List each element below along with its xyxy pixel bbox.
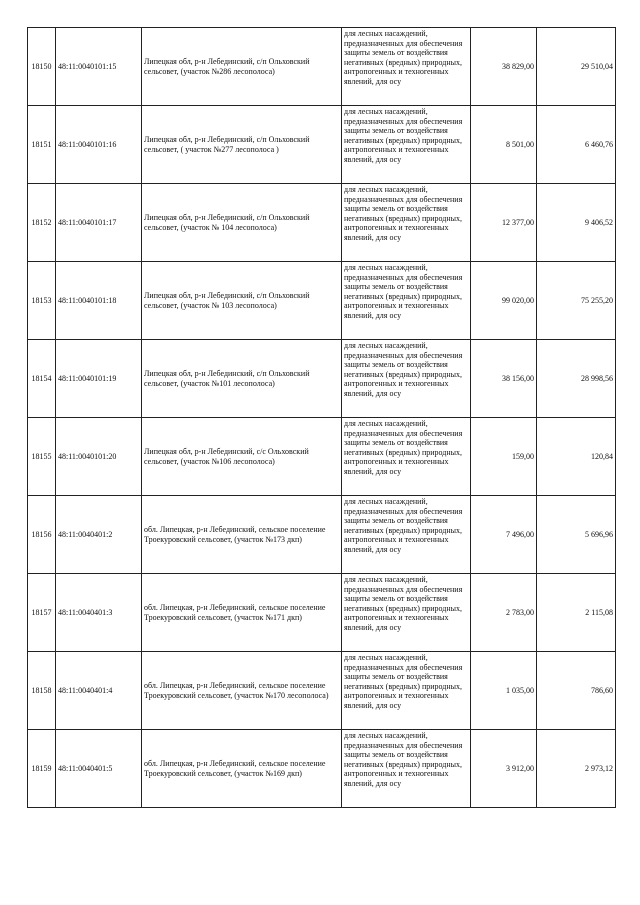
permitted-use-text: для лесных насаждений, предназначенных для обеспечения защиты земель от воздействия негативных (вредных) природных, антропогенных и техногенных явлений, для осу	[344, 497, 463, 554]
row-number: 18150	[28, 28, 56, 106]
cadastral-number: 48:11:0040101:15	[56, 28, 142, 106]
document-page	[27, 27, 615, 808]
permitted-use	[342, 106, 471, 184]
table-row	[28, 574, 616, 652]
permitted-use	[342, 730, 471, 808]
table-row	[28, 496, 616, 574]
permitted-use-text: для лесных насаждений, предназначенных для обеспечения защиты земель от воздействия негативных (вредных) природных, антропогенных и техногенных явлений, для осу	[344, 107, 463, 164]
area-value: 159,00	[471, 418, 537, 496]
cadastral-number: 48:11:0040101:19	[56, 340, 142, 418]
permitted-use	[342, 574, 471, 652]
table-row	[28, 340, 616, 418]
row-number: 18158	[28, 652, 56, 730]
plot-address: обл. Липецкая, р-н Лебединский, сельское поселение Троекуровский сельсовет, (участок №170 лесополоса)	[142, 652, 342, 730]
cadastral-number: 48:11:0040101:18	[56, 262, 142, 340]
permitted-use	[342, 418, 471, 496]
permitted-use-text: для лесных насаждений, предназначенных для обеспечения защиты земель от воздействия негативных (вредных) природных, антропогенных и техногенных явлений, для осу	[344, 185, 463, 242]
area-value: 38 156,00	[471, 340, 537, 418]
plot-address: обл. Липецкая, р-н Лебединский, сельское поселение Троекуровский сельсовет, (участок №173 дкп)	[142, 496, 342, 574]
row-number: 18151	[28, 106, 56, 184]
plot-address: обл. Липецкая, р-н Лебединский, сельское поселение Троекуровский сельсовет, (участок №171 дкп)	[142, 574, 342, 652]
land-plots-table	[27, 27, 616, 808]
cadastral-value: 28 998,56	[537, 340, 616, 418]
permitted-use-text: для лесных насаждений, предназначенных для обеспечения защиты земель от воздействия негативных (вредных) природных, антропогенных и техногенных явлений, для осу	[344, 263, 463, 320]
area-value: 1 035,00	[471, 652, 537, 730]
table-row	[28, 418, 616, 496]
row-number: 18156	[28, 496, 56, 574]
cadastral-number: 48:11:0040101:17	[56, 184, 142, 262]
area-value: 38 829,00	[471, 28, 537, 106]
plot-address: Липецкая обл, р-н Лебединский, с/п Ольховский сельсовет, (участок № 104 лесополоса)	[142, 184, 342, 262]
area-value: 12 377,00	[471, 184, 537, 262]
permitted-use	[342, 340, 471, 418]
table-row	[28, 730, 616, 808]
table-row	[28, 28, 616, 106]
cadastral-value: 120,84	[537, 418, 616, 496]
permitted-use	[342, 184, 471, 262]
permitted-use-text: для лесных насаждений, предназначенных для обеспечения защиты земель от воздействия негативных (вредных) природных, антропогенных и техногенных явлений, для осу	[344, 419, 463, 476]
area-value: 2 783,00	[471, 574, 537, 652]
permitted-use	[342, 652, 471, 730]
table-body	[28, 28, 616, 808]
permitted-use-text: для лесных насаждений, предназначенных для обеспечения защиты земель от воздействия негативных (вредных) природных, антропогенных и техногенных явлений, для осу	[344, 575, 463, 632]
plot-address: Липецкая обл, р-н Лебединский, с/п Ольховский сельсовет, (участок №286 лесополоса)	[142, 28, 342, 106]
cadastral-number: 48:11:0040401:4	[56, 652, 142, 730]
area-value: 3 912,00	[471, 730, 537, 808]
cadastral-number: 48:11:0040401:2	[56, 496, 142, 574]
cadastral-number: 48:11:0040401:5	[56, 730, 142, 808]
permitted-use	[342, 28, 471, 106]
area-value: 7 496,00	[471, 496, 537, 574]
table-row	[28, 652, 616, 730]
plot-address: обл. Липецкая, р-н Лебединский, сельское поселение Троекуровский сельсовет, (участок №169 дкп)	[142, 730, 342, 808]
cadastral-value: 2 973,12	[537, 730, 616, 808]
cadastral-number: 48:11:0040101:20	[56, 418, 142, 496]
table-row	[28, 184, 616, 262]
cadastral-value: 6 460,76	[537, 106, 616, 184]
row-number: 18157	[28, 574, 56, 652]
cadastral-number: 48:11:0040101:16	[56, 106, 142, 184]
row-number: 18159	[28, 730, 56, 808]
area-value: 99 020,00	[471, 262, 537, 340]
cadastral-number: 48:11:0040401:3	[56, 574, 142, 652]
plot-address: Липецкая обл, р-н Лебединский, с/п Ольховский сельсовет, (участок №101 лесополоса)	[142, 340, 342, 418]
plot-address: Липецкая обл, р-н Лебединский, с/с Ольховский сельсовет, (участок №106 лесополоса)	[142, 418, 342, 496]
plot-address: Липецкая обл, р-н Лебединский, с/п Ольховский сельсовет, (участок № 103 лесополоса)	[142, 262, 342, 340]
cadastral-value: 5 696,96	[537, 496, 616, 574]
permitted-use-text: для лесных насаждений, предназначенных для обеспечения защиты земель от воздействия негативных (вредных) природных, антропогенных и техногенных явлений, для осу	[344, 653, 463, 710]
table-row	[28, 106, 616, 184]
row-number: 18153	[28, 262, 56, 340]
cadastral-value: 75 255,20	[537, 262, 616, 340]
permitted-use	[342, 496, 471, 574]
table-row	[28, 262, 616, 340]
cadastral-value: 786,60	[537, 652, 616, 730]
row-number: 18152	[28, 184, 56, 262]
permitted-use-text: для лесных насаждений, предназначенных для обеспечения защиты земель от воздействия негативных (вредных) природных, антропогенных и техногенных явлений, для осу	[344, 731, 463, 788]
cadastral-value: 2 115,08	[537, 574, 616, 652]
row-number: 18154	[28, 340, 56, 418]
area-value: 8 501,00	[471, 106, 537, 184]
cadastral-value: 29 510,04	[537, 28, 616, 106]
row-number: 18155	[28, 418, 56, 496]
permitted-use-text: для лесных насаждений, предназначенных для обеспечения защиты земель от воздействия негативных (вредных) природных, антропогенных и техногенных явлений, для осу	[344, 341, 463, 398]
permitted-use-text: для лесных насаждений, предназначенных для обеспечения защиты земель от воздействия негативных (вредных) природных, антропогенных и техногенных явлений, для осу	[344, 29, 463, 86]
permitted-use	[342, 262, 471, 340]
plot-address: Липецкая обл, р-н Лебединский, с/п Ольховский сельсовет, ( участок №277 лесополоса )	[142, 106, 342, 184]
cadastral-value: 9 406,52	[537, 184, 616, 262]
